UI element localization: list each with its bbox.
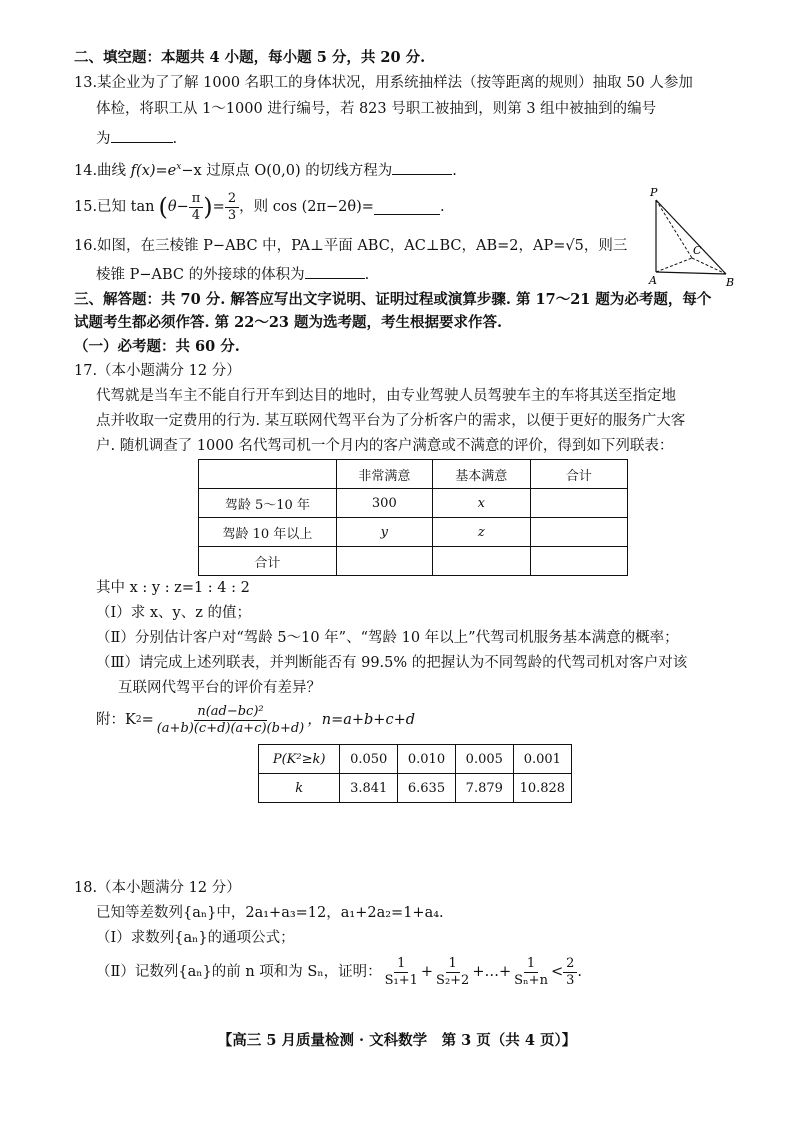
q16-line-2-suffix: .	[364, 267, 370, 283]
table-row	[259, 745, 572, 774]
q14-answer-blank[interactable]	[392, 159, 452, 175]
q13-line-2: 体检，将职工从 1～1000 进行编号，若 823 号职工被抽到，则第 3 组中被抽到的编号	[96, 101, 657, 117]
table-cell: 驾龄 5～10 年	[199, 489, 337, 518]
q18-f3-den: Sₙ+n	[514, 972, 548, 988]
q17-ratio: 其中 x : y : z=1 : 4 : 2	[96, 580, 250, 596]
table-cell: P(K²≥k)	[259, 745, 340, 774]
q18-frac-4	[563, 956, 577, 989]
page-footer: 【高三 5 月质量检测 · 文科数学 第 3 页（共 4 页）】	[217, 1032, 577, 1049]
q15-paren-close: )	[203, 193, 213, 221]
table-cell: 300	[336, 489, 432, 518]
section-3-required: （一）必考题：共 60 分.	[74, 338, 240, 355]
section-3-line-1: 三、解答题：共 70 分. 解答应写出文字说明、证明过程或演算步骤. 第 17～21 题为必考题，每个	[74, 291, 712, 308]
formula-den: (a+b)(c+d)(a+c)(b+d)	[156, 720, 305, 736]
table-cell	[530, 489, 627, 518]
q17-para-1: 代驾就是当车主不能自行开车到达目的地时，由专业驾驶人员驾驶车主的车将其送至指定地	[96, 388, 676, 404]
q18-lt: <	[550, 964, 564, 980]
q18-part-1: （Ⅰ）求数列{aₙ}的通项公式；	[96, 930, 295, 946]
q16-answer-blank[interactable]	[305, 263, 365, 279]
q18-frac-2	[433, 956, 472, 989]
q18-part-2	[96, 953, 582, 991]
edge-ac	[656, 258, 692, 272]
q14-expr: f(x)=e	[130, 162, 177, 179]
q14-prefix: 14.曲线	[74, 162, 131, 179]
formula-num: n(ad−bc)²	[194, 704, 266, 721]
q13-line-3-prefix: 为	[96, 131, 111, 147]
table-cell	[432, 547, 530, 576]
table-cell	[530, 518, 627, 547]
q13-line-1: 13.某企业为了了解 1000 名职工的身体状况，用系统抽样法（按等距离的规则）抽取 50 人参加	[74, 75, 693, 91]
q15-val-frac	[225, 191, 239, 224]
table-row	[199, 518, 628, 547]
table-header-cell: 非常满意	[336, 460, 432, 489]
q18-end: .	[577, 964, 582, 980]
q15-theta: θ−	[167, 199, 189, 215]
q18-dots: +…+	[472, 964, 512, 980]
table-cell: 7.879	[455, 774, 513, 803]
q13-line-3-suffix: .	[172, 131, 178, 147]
q16-line-1: 16.如图，在三棱锥 P−ABC 中，PA⊥平面 ABC，AC⊥BC，AB=2，AP=√5，则三	[74, 238, 628, 254]
label-b: B	[726, 276, 735, 288]
q17-part-2: （Ⅱ）分别估计客户对“驾龄 5～10 年”、“驾龄 10 年以上”代驾司机服务基本满意的概率；	[96, 630, 679, 646]
table-header-row	[199, 460, 628, 489]
q15-paren-open: (	[158, 193, 168, 221]
table-cell: 0.005	[455, 745, 513, 774]
q18-title: 18.（本小题满分 12 分）	[74, 880, 241, 896]
formula-suffix: ，n=a+b+c+d	[307, 712, 416, 728]
q18-f3-num: 1	[524, 956, 538, 973]
table-cell: 0.050	[340, 745, 398, 774]
k-critical-table	[258, 744, 572, 803]
edge-pc	[656, 200, 692, 258]
table-cell	[336, 547, 432, 576]
q17-part-3a: （Ⅲ）请完成上述列联表，并判断能否有 99.5% 的把握认为不同驾龄的代驾司机对客户对该	[96, 655, 688, 671]
q18-f4-num: 2	[563, 956, 577, 973]
table-cell: 3.841	[340, 774, 398, 803]
q17-part-1: （Ⅰ）求 x、y、z 的值；	[96, 605, 251, 621]
table-header-cell: 合计	[530, 460, 627, 489]
q18-f1-den: S₁+1	[384, 972, 418, 988]
table-cell: z	[432, 518, 530, 547]
table-header-cell: 基本满意	[432, 460, 530, 489]
table-cell: 驾龄 10 年以上	[199, 518, 337, 547]
table-header-cell	[199, 460, 337, 489]
formula-prefix: 附：K	[96, 712, 136, 728]
formula-sup: 2	[135, 715, 142, 725]
table-cell: 6.635	[398, 774, 456, 803]
table-row	[199, 489, 628, 518]
q13-answer-blank[interactable]	[111, 127, 173, 143]
q15-suffix: .	[439, 199, 445, 215]
formula-eq: =	[141, 712, 154, 728]
q17-formula	[96, 702, 415, 738]
q17-para-3: 户. 随机调查了 1000 名代驾司机一个月内的客户满意或不满意的评价，得到如下列联表：	[96, 438, 674, 454]
section-2-heading: 二、填空题：本题共 4 小题，每小题 5 分，共 20 分.	[74, 49, 426, 66]
table-row	[199, 547, 628, 576]
q15-pi-frac	[189, 191, 204, 224]
q18-line-1: 已知等差数列{aₙ}中，2a₁+a₃=12，a₁+2a₂=1+a₄.	[96, 905, 444, 921]
q16-line-2-prefix: 棱锥 P−ABC 的外接球的体积为	[96, 267, 305, 283]
formula-frac	[154, 704, 308, 737]
table-cell: 合计	[199, 547, 337, 576]
q18-f2-den: S₂+2	[436, 972, 470, 988]
q17-title: 17.（本小题满分 12 分）	[74, 363, 241, 379]
edge-cb	[692, 258, 726, 274]
q14-line	[74, 157, 457, 181]
q15-middle: ，则 cos (2π−2θ)=	[239, 199, 374, 215]
q15-eq: =	[212, 199, 225, 215]
table-cell: x	[432, 489, 530, 518]
q14-expr2: −x 过原点 O(0,0) 的切线方程为	[181, 162, 393, 179]
q13-line-3	[96, 127, 177, 149]
q14-suffix: .	[452, 162, 457, 179]
table-cell: 0.001	[513, 745, 571, 774]
edge-ab	[656, 272, 726, 274]
table-cell: k	[259, 774, 340, 803]
q18-frac-1	[382, 956, 421, 989]
q15-pi-den: 4	[191, 207, 201, 223]
q15-line	[74, 190, 445, 224]
q15-pi-num: π	[189, 191, 204, 208]
q18-plus: +	[420, 964, 434, 980]
q14-sup: x	[176, 162, 182, 172]
q15-answer-blank[interactable]	[374, 199, 440, 215]
table-cell: 10.828	[513, 774, 571, 803]
q15-val-num: 2	[225, 191, 239, 208]
edge-pb	[656, 200, 726, 274]
label-p: P	[650, 186, 658, 199]
q16-line-2	[96, 263, 369, 285]
q17-para-2: 点并收取一定费用的行为. 某互联网代驾平台为了分析客户的需求，以便于更好的服务广大客	[96, 413, 686, 429]
label-c: C	[693, 244, 702, 257]
table-cell	[530, 547, 627, 576]
table-cell: 0.010	[398, 745, 456, 774]
label-a: A	[649, 274, 657, 287]
q18-f2-num: 1	[446, 956, 460, 973]
q16-pyramid-figure	[640, 184, 740, 288]
table-cell: y	[336, 518, 432, 547]
q17-part-3b: 互联网代驾平台的评价有差异？	[118, 680, 321, 696]
q17-contingency-table	[198, 459, 628, 576]
q18-f1-num: 1	[394, 956, 408, 973]
table-row	[259, 774, 572, 803]
q18-f4-den: 3	[566, 972, 575, 988]
q18-part-2-prefix: （Ⅱ）记数列{aₙ}的前 n 项和为 Sₙ，证明：	[96, 964, 382, 980]
q18-frac-3	[511, 956, 551, 989]
q15-val-den: 3	[227, 207, 237, 223]
section-3-line-2: 试题考生都必须作答. 第 22～23 题为选考题，考生根据要求作答.	[74, 314, 503, 331]
q15-prefix: 15.已知 tan	[74, 199, 155, 215]
